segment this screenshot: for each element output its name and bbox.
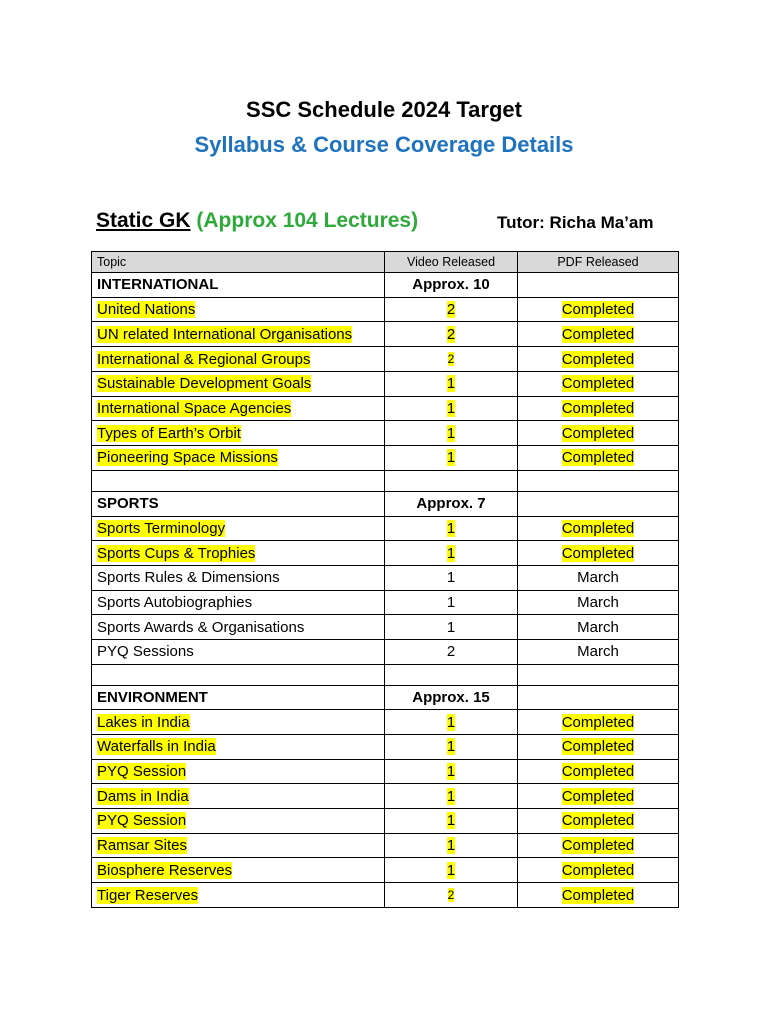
category-approx: Approx. 15 bbox=[385, 685, 518, 710]
topic-cell: Tiger Reserves bbox=[97, 886, 199, 904]
category-name: SPORTS bbox=[92, 491, 385, 516]
empty-cell bbox=[518, 685, 679, 710]
table-row bbox=[92, 639, 679, 664]
table-row bbox=[92, 322, 679, 347]
pdf-cell: Completed bbox=[561, 375, 635, 393]
table-row bbox=[92, 883, 679, 908]
table-row bbox=[92, 735, 679, 760]
column-header-pdf: PDF Released bbox=[518, 252, 679, 273]
pdf-cell: Completed bbox=[561, 519, 635, 537]
empty-cell bbox=[518, 273, 679, 298]
category-name: INTERNATIONAL bbox=[92, 273, 385, 298]
pdf-cell: Completed bbox=[561, 400, 635, 418]
topic-cell: International Space Agencies bbox=[97, 400, 292, 418]
table-row bbox=[92, 590, 679, 615]
video-cell: 2 bbox=[446, 325, 456, 343]
video-cell: 1 bbox=[446, 763, 456, 781]
table-row bbox=[92, 541, 679, 566]
video-cell: 1 bbox=[446, 544, 456, 562]
table-row bbox=[92, 759, 679, 784]
video-cell: 1 bbox=[385, 590, 518, 615]
schedule-table bbox=[91, 251, 679, 908]
table-row bbox=[92, 396, 679, 421]
table-row bbox=[92, 809, 679, 834]
video-cell: 1 bbox=[446, 449, 456, 467]
topic-cell: Waterfalls in India bbox=[97, 738, 216, 756]
topic-cell: PYQ Session bbox=[97, 763, 187, 781]
category-row bbox=[92, 685, 679, 710]
column-header-topic: Topic bbox=[92, 252, 385, 273]
pdf-cell: Completed bbox=[561, 424, 635, 442]
topic-cell: Biosphere Reserves bbox=[97, 861, 233, 879]
video-cell: 1 bbox=[385, 615, 518, 640]
table-row bbox=[92, 784, 679, 809]
topic-cell: Sports Terminology bbox=[97, 519, 226, 537]
table-row bbox=[92, 421, 679, 446]
column-header-video: Video Released bbox=[385, 252, 518, 273]
table-row bbox=[92, 565, 679, 590]
pdf-cell: Completed bbox=[561, 738, 635, 756]
topic-cell: Dams in India bbox=[97, 787, 189, 805]
category-row bbox=[92, 273, 679, 298]
video-cell: 1 bbox=[446, 837, 456, 855]
topic-cell: Sports Cups & Trophies bbox=[97, 544, 256, 562]
table-row bbox=[92, 615, 679, 640]
topic-cell: Ramsar Sites bbox=[97, 837, 188, 855]
video-cell: 2 bbox=[446, 301, 456, 319]
video-cell: 1 bbox=[446, 375, 456, 393]
topic-cell: UN related International Organisations bbox=[97, 325, 353, 343]
section-approx: (Approx 104 Lectures) bbox=[196, 209, 419, 232]
spacer-row bbox=[92, 470, 679, 491]
topic-cell: PYQ Session bbox=[97, 812, 187, 830]
pdf-cell: Completed bbox=[561, 449, 635, 467]
pdf-cell: Completed bbox=[561, 713, 635, 731]
video-cell: 1 bbox=[446, 861, 456, 879]
topic-cell: United Nations bbox=[97, 301, 196, 319]
page-title: SSC Schedule 2024 Target bbox=[246, 97, 522, 122]
table-row bbox=[92, 710, 679, 735]
topic-cell: Types of Earth’s Orbit bbox=[97, 424, 241, 442]
spacer-row bbox=[92, 664, 679, 685]
video-cell: 1 bbox=[446, 424, 456, 442]
video-cell: 1 bbox=[446, 400, 456, 418]
topic-cell: Sustainable Development Goals bbox=[97, 375, 312, 393]
table-header-row bbox=[92, 252, 679, 273]
pdf-cell: Completed bbox=[561, 787, 635, 805]
table-row bbox=[92, 516, 679, 541]
topic-cell: Sports Autobiographies bbox=[92, 590, 385, 615]
video-cell: 1 bbox=[385, 565, 518, 590]
empty-cell bbox=[518, 491, 679, 516]
topic-cell: Lakes in India bbox=[97, 713, 190, 731]
page-subtitle: Syllabus & Course Coverage Details bbox=[194, 132, 574, 157]
pdf-cell: Completed bbox=[561, 861, 635, 879]
video-cell: 1 bbox=[446, 812, 456, 830]
category-name: ENVIRONMENT bbox=[92, 685, 385, 710]
table-row bbox=[92, 297, 679, 322]
table-row bbox=[92, 347, 679, 372]
pdf-cell: March bbox=[518, 639, 679, 664]
category-approx: Approx. 10 bbox=[385, 273, 518, 298]
category-approx: Approx. 7 bbox=[385, 491, 518, 516]
section-heading bbox=[96, 206, 418, 236]
section-name: Static GK bbox=[96, 209, 191, 232]
topic-cell: PYQ Sessions bbox=[92, 639, 385, 664]
pdf-cell: March bbox=[518, 565, 679, 590]
pdf-cell: March bbox=[518, 615, 679, 640]
pdf-cell: Completed bbox=[561, 763, 635, 781]
table-row bbox=[92, 858, 679, 883]
topic-cell: Sports Awards & Organisations bbox=[92, 615, 385, 640]
video-cell: 2 bbox=[447, 352, 455, 367]
table-row bbox=[92, 833, 679, 858]
pdf-cell: Completed bbox=[561, 886, 635, 904]
pdf-cell: Completed bbox=[561, 544, 635, 562]
pdf-cell: Completed bbox=[561, 812, 635, 830]
pdf-cell: Completed bbox=[561, 301, 635, 319]
video-cell: 1 bbox=[446, 738, 456, 756]
table-row bbox=[92, 372, 679, 397]
video-cell: 2 bbox=[385, 639, 518, 664]
tutor-label: Tutor: Richa Ma’am bbox=[497, 213, 654, 232]
pdf-cell: Completed bbox=[561, 837, 635, 855]
video-cell: 1 bbox=[446, 713, 456, 731]
video-cell: 2 bbox=[447, 888, 455, 903]
pdf-cell: Completed bbox=[561, 325, 635, 343]
pdf-cell: March bbox=[518, 590, 679, 615]
topic-cell: Sports Rules & Dimensions bbox=[92, 565, 385, 590]
topic-cell: International & Regional Groups bbox=[97, 350, 311, 368]
video-cell: 1 bbox=[446, 519, 456, 537]
pdf-cell: Completed bbox=[561, 350, 635, 368]
topic-cell: Pioneering Space Missions bbox=[97, 449, 278, 467]
video-cell: 1 bbox=[446, 787, 456, 805]
category-row bbox=[92, 491, 679, 516]
table-row bbox=[92, 446, 679, 471]
